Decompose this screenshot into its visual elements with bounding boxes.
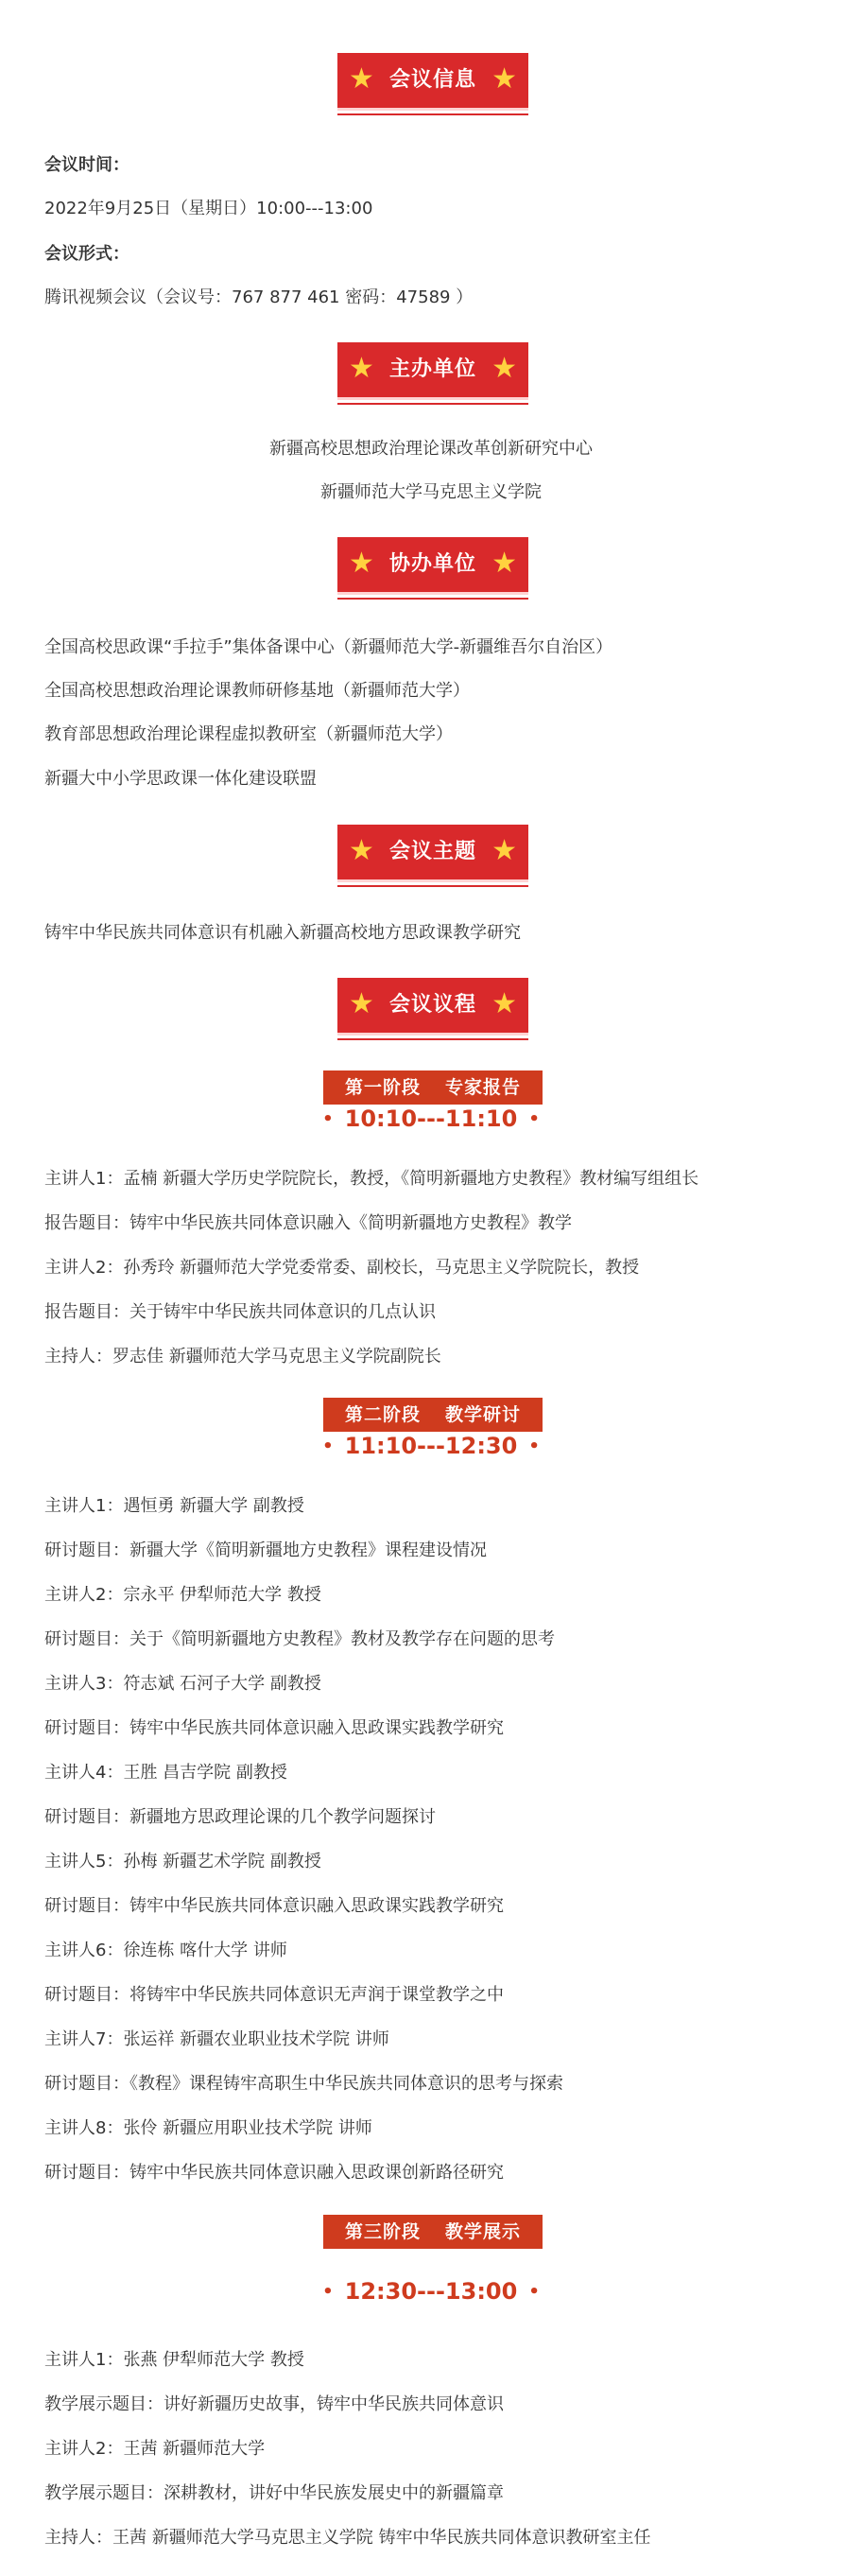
agenda-line: 研讨题目：新疆大学《简明新疆地方史教程》课程建设情况 [44,1540,487,1560]
agenda-line: 主讲人2：王茜 新疆师范大学 [44,2439,266,2459]
stage-topic: 教学展示 [445,2221,522,2242]
stage-tag-3 [323,2215,543,2249]
stage-time-1 [0,1105,862,1134]
agenda-line: 主讲人1：孟楠 新疆大学历史学院院长，教授，《简明新疆地方史教程》教材编写组组长 [44,1169,699,1189]
theme-text: 铸牢中华民族共同体意识有机融入新疆高校地方思政课教学研究 [44,923,521,943]
agenda-line: 主讲人6：徐连栋 喀什大学 讲师 [44,1941,287,1960]
star-icon: ★ [349,352,374,385]
section-banner-cohost [337,537,528,592]
agenda-line: 研讨题目：《教程》课程铸牢高职生中华民族共同体意识的思考与探索 [44,2074,563,2094]
agenda-line: 研讨题目：铸牢中华民族共同体意识融入思政课实践教学研究 [44,1896,504,1916]
agenda-line: 研讨题目：铸牢中华民族共同体意识融入思政课创新路径研究 [44,2163,504,2183]
stage-tag-1 [323,1070,543,1105]
agenda-line: 教学展示题目：讲好新疆历史故事，铸牢中华民族共同体意识 [44,2394,504,2414]
star-icon: ★ [491,62,517,96]
dot-icon: • [322,2282,334,2302]
star-icon: ★ [349,62,374,96]
stage-name: 第一阶段 [344,1077,421,1098]
stage-topic: 教学研讨 [445,1404,522,1425]
agenda-line: 主讲人1：遇恒勇 新疆大学 副教授 [44,1496,304,1516]
star-icon: ★ [491,352,517,385]
stage-time-text: 11:10---12:30 [344,1433,518,1459]
host-item: 新疆师范大学马克思主义学院 [320,482,542,502]
meeting-form-label: 会议形式： [44,244,129,264]
section-banner-host [337,342,528,397]
agenda-line: 报告题目：关于铸牢中华民族共同体意识的几点认识 [44,1302,436,1322]
section-banner-agenda [337,978,528,1033]
agenda-line: 主讲人8：张伶 新疆应用职业技术学院 讲师 [44,2118,372,2138]
stage-time-text: 10:10---11:10 [344,1105,518,1132]
stage-name: 第三阶段 [344,2221,421,2242]
stage-tag-2 [323,1398,543,1432]
star-icon: ★ [491,834,517,867]
meeting-time-label: 会议时间： [44,155,129,175]
stage-topic: 专家报告 [445,1077,522,1098]
section-banner-theme [337,825,528,879]
star-icon: ★ [349,834,374,867]
dot-icon: • [322,1109,334,1129]
agenda-line: 教学展示题目：深耕教材，讲好中华民族发展史中的新疆篇章 [44,2483,504,2503]
agenda-line: 主讲人2：宗永平 伊犁师范大学 教授 [44,1585,321,1605]
agenda-line: 主讲人2：孙秀玲 新疆师范大学党委常委、副校长，马克思主义学院院长，教授 [44,1258,640,1278]
agenda-line: 研讨题目：将铸牢中华民族共同体意识无声润于课堂教学之中 [44,1985,504,2005]
dot-icon: • [528,2282,540,2302]
stage-time-2 [0,1432,862,1461]
cohost-item: 教育部思想政治理论课程虚拟教研室（新疆师范大学） [44,724,453,744]
banner-title: 协办单位 [388,552,476,576]
banner-title: 会议信息 [388,68,476,92]
cohost-item: 全国高校思政课“手拉手”集体备课中心（新疆师范大学-新疆维吾尔自治区） [44,637,613,657]
stage-time-text: 12:30---13:00 [344,2278,518,2305]
star-icon: ★ [491,547,517,580]
star-icon: ★ [349,987,374,1020]
agenda-line: 主讲人1：张燕 伊犁师范大学 教授 [44,2350,304,2370]
cohost-item: 全国高校思想政治理论课教师研修基地（新疆师范大学） [44,681,470,701]
banner-title: 主办单位 [388,357,476,381]
meeting-time-value: 2022年9月25日（星期日）10:00---13:00 [44,199,373,218]
star-icon: ★ [491,987,517,1020]
dot-icon: • [322,1436,334,1456]
banner-title: 会议主题 [388,840,476,863]
agenda-line: 研讨题目：新疆地方思政理论课的几个教学问题探讨 [44,1807,436,1827]
agenda-line: 主持人：罗志佳 新疆师范大学马克思主义学院副院长 [44,1347,441,1366]
banner-title: 会议议程 [388,993,476,1017]
agenda-line: 主讲人4：王胜 昌吉学院 副教授 [44,1763,287,1783]
meeting-form-value: 腾讯视频会议（会议号：767 877 461 密码：47589 ） [44,287,474,307]
stage-name: 第二阶段 [344,1404,421,1425]
dot-icon: • [528,1109,540,1129]
agenda-line: 主讲人5：孙梅 新疆艺术学院 副教授 [44,1852,321,1871]
cohost-item: 新疆大中小学思政课一体化建设联盟 [44,769,317,789]
section-banner-info [337,53,528,108]
agenda-line: 研讨题目：关于《简明新疆地方史教程》教材及教学存在问题的思考 [44,1629,555,1649]
star-icon: ★ [349,547,374,580]
agenda-line: 主持人：王茜 新疆师范大学马克思主义学院 铸牢中华民族共同体意识教研室主任 [44,2528,651,2548]
agenda-line: 报告题目：铸牢中华民族共同体意识融入《简明新疆地方史教程》教学 [44,1213,572,1233]
agenda-line: 研讨题目：铸牢中华民族共同体意识融入思政课实践教学研究 [44,1718,504,1738]
agenda-line: 主讲人7：张运祥 新疆农业职业技术学院 讲师 [44,2029,389,2049]
dot-icon: • [528,1436,540,1456]
agenda-line: 主讲人3：符志斌 石河子大学 副教授 [44,1674,321,1694]
stage-time-3 [0,2277,862,2306]
host-item: 新疆高校思想政治理论课改革创新研究中心 [269,439,593,459]
